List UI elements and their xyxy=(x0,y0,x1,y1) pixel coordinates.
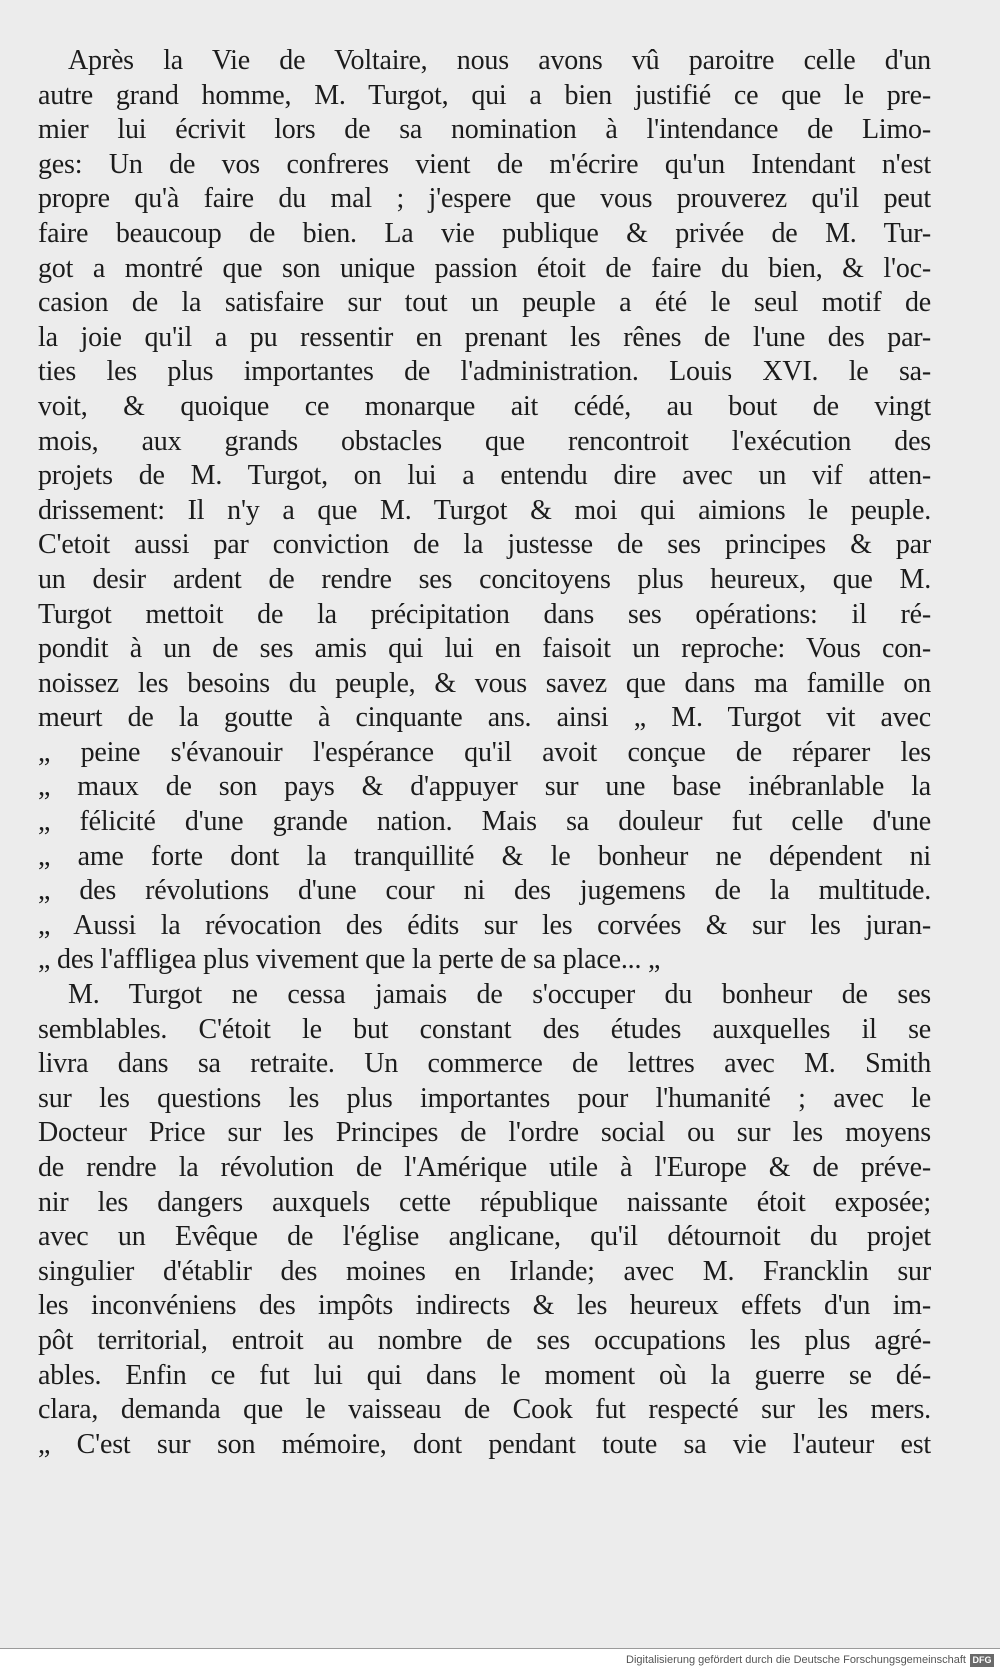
quoted-line: „ félicité d'une grande nation. Mais sa douleur fut celle d'une xyxy=(38,806,931,838)
text-line: drissement: Il n'y a que M. Turgot & moi qui aimions le peuple. xyxy=(38,494,931,526)
text-line: la joie qu'il a pu ressentir en prenant les rênes de l'une des par- xyxy=(38,321,931,353)
text-line: singulier d'établir des moines en Irlande; avec M. Francklin sur xyxy=(38,1255,931,1287)
text-line: Après la Vie de Voltaire, nous avons vû paroitre celle d'un xyxy=(68,45,931,76)
text-line: semblables. C'étoit le but constant des études auxquelles il se xyxy=(38,1013,931,1045)
text-line: casion de la satisfaire sur tout un peuple a été le seul motif de xyxy=(38,287,931,319)
text-line: Turgot mettoit de la précipitation dans ses opérations: il ré- xyxy=(38,598,931,630)
text-line: C'etoit aussi par conviction de la justesse de ses principes & par xyxy=(38,529,931,561)
dfg-logo-icon: DFG xyxy=(970,1654,994,1667)
text-line: ties les plus importantes de l'administration. Louis XVI. le sa- xyxy=(38,356,931,388)
quoted-line: „ peine s'évanouir l'espérance qu'il avoit conçue de réparer les xyxy=(38,736,931,768)
text-line: pôt territorial, entroit au nombre de ses occupations les plus agré- xyxy=(38,1324,931,1356)
text-line: Docteur Price sur les Principes de l'ordre social ou sur les moyens xyxy=(38,1117,931,1149)
text-line: „ C'est sur son mémoire, dont pendant toute sa vie l'auteur est xyxy=(38,1428,931,1460)
text-line: faire beaucoup de bien. La vie publique & privée de M. Tur- xyxy=(38,217,931,249)
text-line: noissez les besoins du peuple, & vous savez que dans ma famille on xyxy=(38,667,931,699)
text-line: pondit à un de ses amis qui lui en faisoit un reproche: Vous con- xyxy=(38,633,931,665)
digitization-credit: Digitalisierung gefördert durch die Deutsche Forschungsgemeinschaft xyxy=(626,1654,966,1666)
text-line: clara, demanda que le vaisseau de Cook fut respecté sur les mers. xyxy=(38,1394,931,1426)
text-line: de rendre la révolution de l'Amérique utile à l'Europe & de préve- xyxy=(38,1152,931,1183)
text-line: projets de M. Turgot, on lui a entendu dire avec un vif atten- xyxy=(38,460,931,492)
text-line: ables. Enfin ce fut lui qui dans le moment où la guerre se dé- xyxy=(38,1359,931,1391)
quoted-line: „ des l'affligea plus vivement que la perte de sa place... „ xyxy=(38,944,661,976)
quoted-line: „ maux de son pays & d'appuyer sur une base inébranlable la xyxy=(38,771,931,803)
text-line: M. Turgot ne cessa jamais de s'occuper du bonheur de ses xyxy=(68,979,931,1011)
text-line: un desir ardent de rendre ses concitoyens plus heureux, que M. xyxy=(38,563,931,595)
text-line: avec un Evêque de l'église anglicane, qu'il détournoit du projet xyxy=(38,1221,931,1253)
text-line: les inconvéniens des impôts indirects & les heureux effets d'un im- xyxy=(38,1290,931,1322)
quoted-line: „ des révolutions d'une cour ni des jugemens de la multitude. xyxy=(38,875,931,907)
quoted-line: „ ame forte dont la tranquillité & le bonheur ne dépendent ni xyxy=(38,840,931,872)
body-text xyxy=(38,44,931,1462)
text-line: livra dans sa retraite. Un commerce de lettres avec M. Smith xyxy=(38,1048,931,1080)
text-line: propre qu'à faire du mal ; j'espere que vous prouverez qu'il peut xyxy=(38,183,931,215)
quoted-line: „ Aussi la révocation des édits sur les corvées & sur les juran- xyxy=(38,909,931,941)
text-line: mier lui écrivit lors de sa nomination à l'intendance de Limo- xyxy=(38,114,931,146)
text-line: voit, & quoique ce monarque ait cédé, au bout de vingt xyxy=(38,390,931,422)
text-line: ges: Un de vos confreres vient de m'écrire qu'un Intendant n'est xyxy=(38,148,931,180)
text-line: got a montré que son unique passion étoit de faire du bien, & l'oc- xyxy=(38,252,931,284)
text-line: meurt de la goutte à cinquante ans. ainsi „ M. Turgot vit avec xyxy=(38,702,931,734)
text-line: sur les questions les plus importantes pour l'humanité ; avec le xyxy=(38,1082,931,1114)
digitization-footer xyxy=(0,1649,1000,1674)
text-line: autre grand homme, M. Turgot, qui a bien justifié ce que le pre- xyxy=(38,79,931,111)
text-line: nir les dangers auxquels cette république naissante étoit exposée; xyxy=(38,1186,931,1218)
text-line: mois, aux grands obstacles que rencontroit l'exécution des xyxy=(38,425,931,457)
